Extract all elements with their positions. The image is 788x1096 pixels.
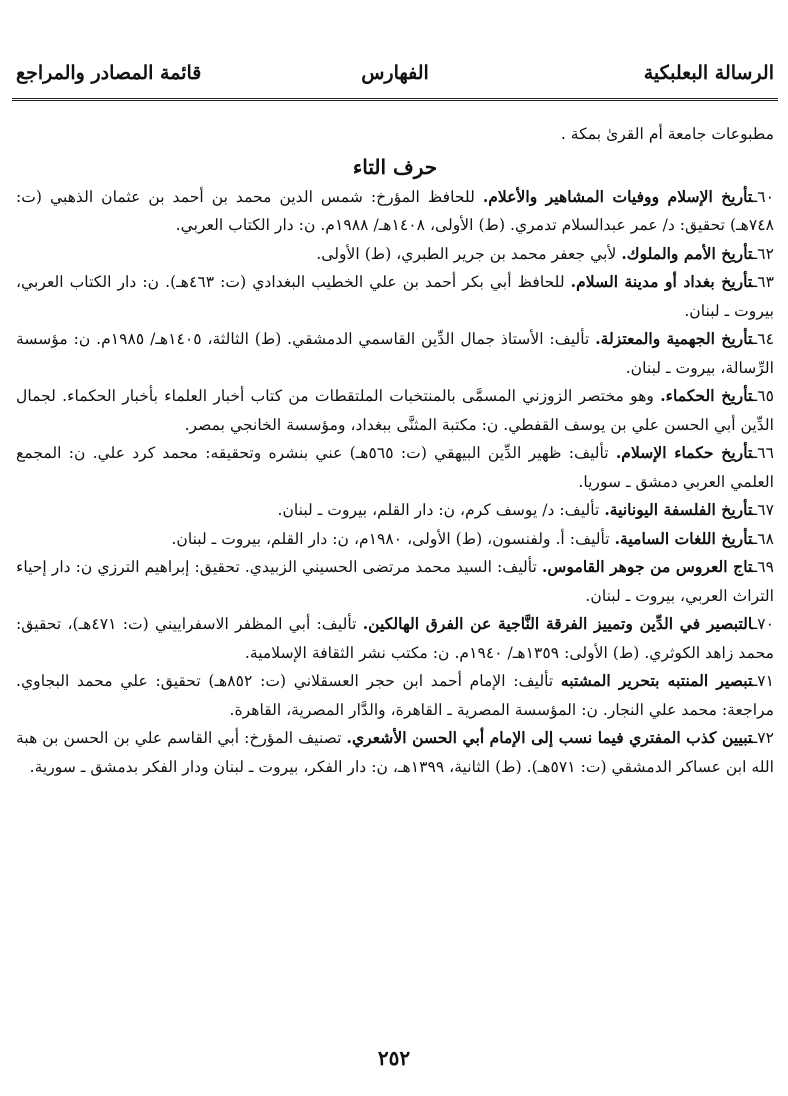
entry-details: تأليف: أ. ولفنسون، (ط) الأولى، ١٩٨٠م، ن: دار القلم، بيروت ـ لبنان. [171, 529, 615, 548]
bibliography-entry [16, 724, 774, 781]
entry-title: تبيين كذب المفتري فيما نسب إلى الإمام أبي الحسن الأشعري. [346, 728, 753, 747]
bibliography-entry [16, 382, 774, 439]
entry-number: ٦٢ـ [752, 244, 774, 263]
entry-title: تأريخ الفلسفة اليونانية. [604, 500, 753, 519]
entry-details: تأليف: الأستاذ جمال الدِّين القاسمي الدمشقي. (ط) الثالثة، ١٤٠٥هـ/ ١٩٨٥م. ن: مؤسسة الرِّسالة، بيروت ـ لبنان. [16, 330, 774, 377]
entry-details: تصنيف المؤرخ: أبي القاسم علي بن الحسن بن هبة الله ابن عساكر الدمشقي (ت: ٥٧١هـ). (ط) الثانية، ١٣٩٩هـ، ن: دار الفكر، بيروت ـ لبنان ودار الفكر بدمشق ـ سورية. [16, 729, 774, 776]
entry-title: تأريخ الحكماء. [660, 386, 753, 405]
entry-details: تأليف: أبي المظفر الاسفراييني (ت: ٤٧١هـ)، تحقيق: محمد زاهد الكوثري. (ط) الأولى: ١٣٥٩هـ/ ١٩٤٠م. ن: مكتب نشر الثقافة الإسلامية. [16, 615, 774, 662]
entry-title: تأريخ بغداد أو مدينة السلام. [570, 272, 753, 291]
entry-number: ٧٢ـ [752, 729, 774, 747]
entry-title: تأريخ اللغات السامية. [614, 528, 753, 548]
intro-line: مطبوعات جامعة أم القرىٰ بمكة . [560, 125, 774, 143]
entry-details: وهو مختصر الزوزني المسمَّى بالمنتخبات الملتقطات من كتاب أخبار العلماء بأخبار الحكماء. لجمال الدِّين أبي الحسن علي بن يوسف القفطي. ن: مكتبة المثنَّى ببغداد، ومؤسسة الخانجي بمصر. [16, 387, 774, 434]
entry-number: ٧٠ـ [752, 615, 774, 633]
entry-number: ٦٨ـ [752, 529, 774, 548]
bibliography-entry [16, 553, 774, 610]
entry-number: ٦٤ـ [752, 330, 774, 348]
entry-details: تأليف: ظهير الدِّين البيهقي (ت: ٥٦٥هـ) عني بنشره وتحقيقه: محمد كرد علي. ن: المجمع العلمي العربي دمشق ـ سوريا. [16, 444, 774, 491]
bibliography-entry [16, 667, 774, 724]
bibliography-entry [16, 325, 774, 382]
entry-number: ٦٠ـ [752, 187, 774, 206]
entry-details: تأليف: الإمام أحمد ابن حجر العسقلاني (ت: ٨٥٢هـ) تحقيق: علي محمد البجاوي. مراجعة: محمد علي النجار. ن: المؤسسة المصرية ـ القاهرة، والدَّار المصرية، القاهرة. [16, 672, 774, 719]
entry-number: ٦٥ـ [752, 387, 774, 405]
entry-title: تأريخ حكماء الإسلام. [615, 443, 753, 462]
entry-number: ٦٩ـ [752, 558, 775, 576]
entry-details: للحافظ المؤرخ: شمس الدين محمد بن أحمد بن عثمان الذهبي (ت: ٧٤٨هـ) تحقيق: د/ عمر عبدالسلام تدمري. (ط) الأولى، ١٤٠٨هـ/ ١٩٨٨م. ن: دار الكتاب العربي. [16, 187, 774, 234]
entry-number: ٦٦ـ [752, 444, 774, 462]
entry-number: ٦٧ـ [752, 501, 774, 519]
entry-details: للحافظ أبي بكر أحمد بن علي الخطيب البغدادي (ت: ٤٦٣هـ). ن: دار الكتاب العربي، بيروت ـ لبنان. [16, 273, 774, 320]
bibliography-entry [16, 525, 774, 554]
bibliography-entry [16, 183, 774, 240]
bibliography-entry [16, 496, 774, 525]
entry-title: تأريخ الجهمية والمعتزلة. [595, 329, 753, 348]
page-body [16, 120, 774, 781]
header-book-title: الرسالة البعلبكية [643, 62, 774, 84]
entry-title: تبصير المنتبه بتحرير المشتبه [560, 671, 753, 690]
header-chapter-title: قائمة المصادر والمراجع [16, 62, 202, 84]
entry-title: التبصير في الدِّين وتمييز الفرقة النَّاجية عن الفرق الهالكين. [362, 614, 753, 633]
entry-details: لأبي جعفر محمد بن جرير الطبري، (ط) الأولى. [316, 244, 622, 263]
page-number: ٢٥٢ [377, 1046, 411, 1070]
bibliography-entry [16, 268, 774, 325]
entry-details: تأليف: السيد محمد مرتضى الحسيني الزبيدي. تحقيق: إبراهيم الترزي ن: دار إحياء التراث العربي، بيروت ـ لبنان. [16, 558, 774, 605]
running-header [12, 58, 778, 101]
entry-details: تأليف: د/ يوسف كرم، ن: دار القلم، بيروت ـ لبنان. [277, 501, 605, 519]
entry-title: تأريخ الأمم والملوك. [621, 243, 753, 263]
section-heading: حرف التاء [352, 154, 438, 179]
header-section-title: الفهارس [361, 62, 429, 84]
entry-title: تأريخ الإسلام ووفيات المشاهير والأعلام. [482, 186, 753, 206]
entry-title: تاج العروس من جوهر القاموس. [541, 557, 753, 576]
bibliography-entry [16, 240, 774, 269]
entry-number: ٧١ـ [752, 672, 774, 690]
entry-number: ٦٣ـ [752, 273, 774, 291]
bibliography-entry [16, 610, 774, 667]
bibliography-entry [16, 439, 774, 496]
